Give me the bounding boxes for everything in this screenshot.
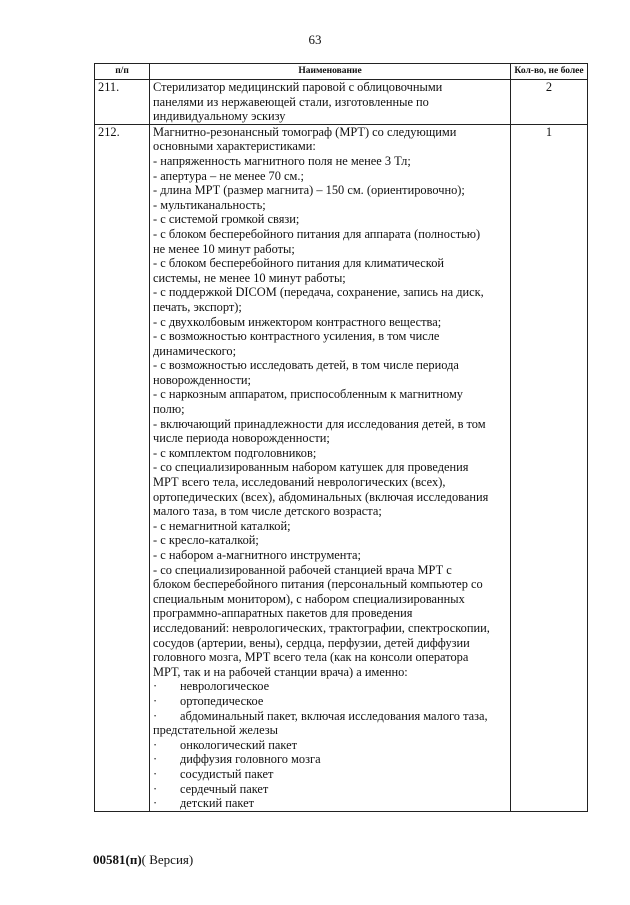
- name-line: - с наркозным аппаратом, приспособленным к магнитному: [153, 387, 463, 402]
- name-line: - с комплектом подголовников;: [153, 445, 317, 460]
- name-line: панелями из нержавеющей стали, изготовленные по: [153, 94, 429, 109]
- name-line: Магнитно-резонансный томограф (МРТ) со следующими: [153, 124, 457, 139]
- name-line: основными характеристиками:: [153, 139, 316, 154]
- name-line: головного мозга, МРТ всего тела (как на консоли оператора: [153, 650, 469, 665]
- name-line: - мультиканальность;: [153, 197, 266, 212]
- name-line: - с системой громкой связи;: [153, 212, 300, 227]
- name-line: индивидуальному эскизу: [153, 109, 286, 124]
- list-item-text: онкологический пакет: [180, 737, 298, 752]
- name-line: Стерилизатор медицинский паровой с облицовочными: [153, 80, 443, 94]
- mri-description: [153, 125, 507, 680]
- name-line: - со специализированным набором катушек для проведения: [153, 460, 469, 475]
- name-line: специальным монитором), с набором специализированных: [153, 591, 465, 606]
- header-num: п/п: [95, 64, 150, 80]
- list-item: [153, 767, 507, 782]
- name-line: - с немагнитной каталкой;: [153, 518, 291, 533]
- bullet-dot-icon: ·: [153, 693, 158, 708]
- name-line: - с возможностью контрастного усиления, в том числе: [153, 329, 440, 344]
- list-item: [153, 782, 507, 797]
- bullet-dot-icon: ·: [153, 708, 158, 723]
- list-item-text: детский пакет: [180, 796, 255, 811]
- name-line: системы, не менее 10 минут работы;: [153, 270, 346, 285]
- name-line: - с блоком бесперебойного питания для аппарата (полностью): [153, 226, 481, 241]
- list-item-continuation: предстательной железы: [153, 723, 278, 738]
- mri-bullet-list: [153, 679, 507, 810]
- list-item: [153, 694, 507, 709]
- header-name: Наименование: [150, 64, 511, 80]
- list-item: [153, 796, 507, 811]
- name-line: - с возможностью исследовать детей, в том числе периода: [153, 358, 459, 373]
- row-num: 211.: [95, 80, 150, 125]
- name-line: не менее 10 минут работы;: [153, 241, 295, 256]
- list-item: [153, 738, 507, 753]
- list-item-text: абдоминальный пакет, включая исследования малого таза,: [180, 708, 488, 723]
- header-qty: Кол-во, не более: [511, 64, 588, 80]
- bullet-dot-icon: ·: [153, 796, 158, 811]
- document-version: ( Версия): [141, 852, 194, 867]
- list-item-text: сердечный пакет: [180, 781, 269, 796]
- name-line: - напряженность магнитного поля не менее 3 Тл;: [153, 153, 411, 168]
- name-line: ортопедических (всех), абдоминальных (включая исследования: [153, 489, 489, 504]
- name-line: - с двухколбовым инжектором контрастного вещества;: [153, 314, 442, 329]
- name-line: - включающий принадлежности для исследования детей, в том: [153, 416, 486, 431]
- table-header-row: [95, 64, 588, 80]
- bullet-dot-icon: ·: [153, 781, 158, 796]
- document-code: 00581(п): [93, 852, 142, 867]
- name-line: малого таза, в том числе детского возраста;: [153, 504, 382, 519]
- name-line: МРТ всего тела, исследований неврологических (всех),: [153, 475, 446, 490]
- table-row: [95, 124, 588, 811]
- name-line: исследований: неврологических, трактографии, спектроскопии,: [153, 620, 490, 635]
- bullet-dot-icon: ·: [153, 766, 158, 781]
- list-item: [153, 679, 507, 694]
- name-line: - длина МРТ (размер магнита) – 150 см. (ориентировочно);: [153, 183, 465, 198]
- row-qty: 1: [511, 124, 588, 811]
- row-name: [150, 124, 511, 811]
- name-line: печать, экспорт);: [153, 299, 242, 314]
- name-line: динамического;: [153, 343, 237, 358]
- row-qty: 2: [511, 80, 588, 125]
- name-line: МРТ, так и на рабочей станции врача) а именно:: [153, 664, 408, 679]
- name-line: программно-аппаратных пакетов для проведения: [153, 606, 413, 621]
- name-line: блоком бесперебойного питания (персональный компьютер со: [153, 577, 483, 592]
- table-row: [95, 80, 588, 125]
- name-line: - с блоком бесперебойного питания для климатической: [153, 256, 445, 271]
- bullet-dot-icon: ·: [153, 737, 158, 752]
- name-line: - со специализированной рабочей станцией врача МРТ с: [153, 562, 452, 577]
- bullet-dot-icon: ·: [153, 752, 158, 767]
- specification-table: [94, 63, 588, 812]
- row-num: 212.: [95, 124, 150, 811]
- name-line: полю;: [153, 402, 185, 417]
- name-line: новорожденности;: [153, 372, 251, 387]
- name-line: сосудов (артерии, вены), сердца, перфузии, детей диффузии: [153, 635, 470, 650]
- row-name: [150, 80, 511, 125]
- list-item: [153, 752, 507, 767]
- list-item: [153, 709, 507, 724]
- name-line: - с набором а-магнитного инструмента;: [153, 548, 361, 562]
- name-line: - с кресло-каталкой;: [153, 533, 259, 548]
- name-line: - апертура – не менее 70 см.;: [153, 168, 304, 183]
- page-number: 63: [308, 32, 322, 47]
- list-item-text: ортопедическое: [180, 693, 264, 708]
- name-line: - с поддержкой DICOM (передача, сохранение, запись на диск,: [153, 285, 484, 300]
- list-item-text: диффузия головного мозга: [180, 752, 321, 767]
- document-footer: [93, 852, 193, 868]
- list-item-text: неврологическое: [180, 679, 270, 694]
- bullet-dot-icon: ·: [153, 679, 158, 694]
- list-item-text: сосудистый пакет: [180, 766, 274, 781]
- name-line: числе периода новорожденности;: [153, 431, 330, 446]
